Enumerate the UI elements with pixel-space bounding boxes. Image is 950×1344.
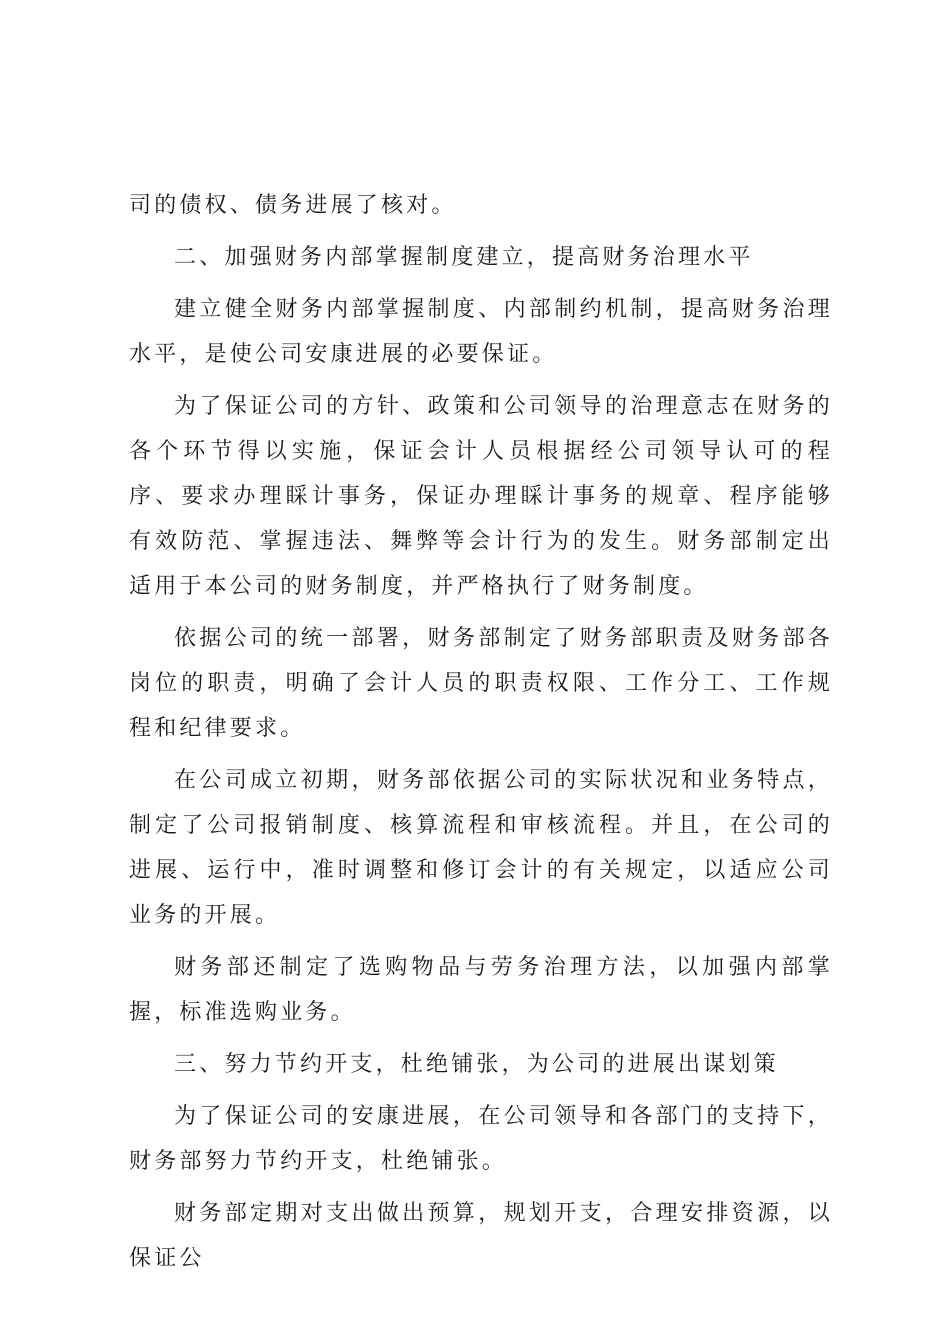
section-heading-3: 三、努力节约开支，杜绝铺张，为公司的进展出谋划策 — [174, 1052, 779, 1077]
paragraph: 为了保证公司的方针、政策和公司领导的治理意志在财务的各个环节得以实施，保证会计人员根据经公司领导认可的程序、要求办理睬计事务，保证办理睬计事务的规章、程序能够有效防范、掌握违法、舞弊等会计行为的发生。财务部制定出适用于本公司的财务制度，并严格执行了财务制度。 — [129, 394, 833, 599]
paragraph: 依据公司的统一部署，财务部制定了财务部职责及财务部各岗位的职责，明确了会计人员的职责权限、工作分工、工作规程和纪律要求。 — [129, 626, 833, 741]
paragraph-continuation: 司的债权、债务进展了核对。 — [129, 193, 457, 218]
paragraph: 为了保证公司的安康进展，在公司领导和各部门的支持下，财务部努力节约开支，杜绝铺张。 — [129, 1104, 833, 1174]
document-body — [129, 183, 833, 1288]
paragraph: 在公司成立初期，财务部依据公司的实际状况和业务特点，制定了公司报销制度、核算流程和审核流程。并且，在公司的进展、运行中，准时调整和修订会计的有关规定，以适应公司业务的开展。 — [129, 768, 833, 928]
paragraph: 建立健全财务内部掌握制度、内部制约机制，提高财务治理水平，是使公司安康进展的必要保证。 — [129, 297, 833, 367]
paragraph: 财务部还制定了选购物品与劳务治理方法，以加强内部掌握，标准选购业务。 — [129, 955, 833, 1025]
section-heading-2: 二、加强财务内部掌握制度建立，提高财务治理水平 — [174, 245, 754, 270]
paragraph: 财务部定期对支出做出预算，规划开支，合理安排资源，以保证公 — [129, 1201, 833, 1271]
